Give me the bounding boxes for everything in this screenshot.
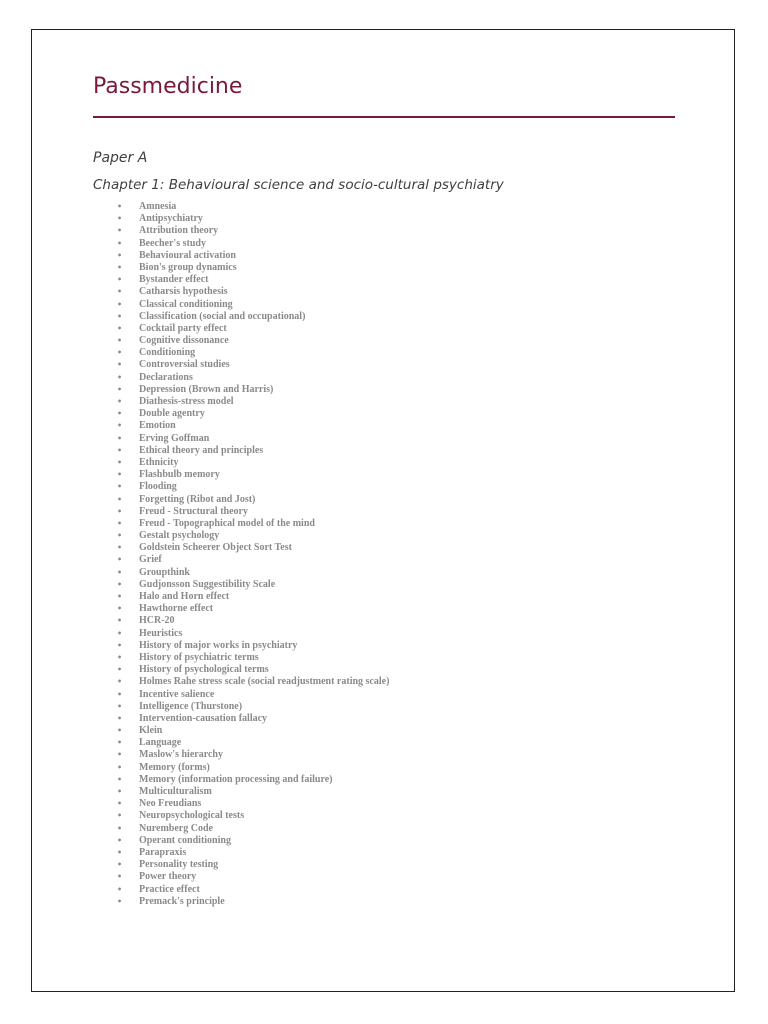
list-item: [32, 591, 389, 603]
bullet-icon: •: [117, 799, 123, 809]
list-item: [32, 238, 389, 250]
list-item-label: Hawthorne effect: [139, 603, 214, 615]
chapter-heading: Chapter 1: Behavioural science and socio-cultural psychiatry: [93, 177, 504, 193]
list-item: [32, 884, 389, 896]
list-item: [32, 579, 389, 591]
list-item-label: Neuropsychological tests: [139, 810, 245, 822]
list-item: [32, 518, 389, 530]
list-item: [32, 445, 389, 457]
list-item-label: Diathesis-stress model: [139, 396, 234, 407]
list-item: [32, 323, 389, 335]
list-item: [32, 469, 389, 481]
bullet-icon: •: [117, 445, 123, 455]
list-item-label: Forgetting (Ribot and Jost): [139, 493, 256, 505]
paper-heading: Paper A: [93, 150, 148, 166]
list-item: [32, 481, 389, 493]
bullet-icon: •: [117, 823, 123, 833]
list-item-label: Goldstein Scheerer Object Sort Test: [139, 542, 292, 554]
list-item-label: Operant conditioning: [139, 834, 231, 846]
list-item: [32, 896, 389, 908]
bullet-icon: •: [117, 299, 123, 309]
list-item: [32, 835, 389, 847]
list-item: [32, 664, 389, 676]
list-item: [32, 871, 389, 883]
bullet-icon: •: [117, 701, 123, 711]
list-item-label: Behavioural activation: [139, 249, 236, 261]
title-divider: [93, 116, 675, 118]
list-item-label: Heuristics: [139, 627, 183, 639]
list-item: [32, 506, 389, 518]
list-item-label: Depression (Brown and Harris): [139, 383, 274, 395]
bullet-icon: •: [117, 652, 123, 662]
bullet-icon: •: [117, 518, 123, 528]
list-item-label: Groupthink: [139, 566, 190, 578]
bullet-icon: •: [117, 262, 123, 272]
list-item: [32, 457, 389, 469]
bullet-icon: •: [117, 628, 123, 638]
list-item: [32, 798, 389, 810]
list-item: [32, 542, 389, 554]
bullet-icon: •: [117, 604, 123, 614]
list-item: [32, 810, 389, 822]
list-item: [32, 847, 389, 859]
list-item-label: Cognitive dissonance: [139, 335, 229, 347]
list-item: [32, 762, 389, 774]
list-item-label: Language: [139, 737, 182, 749]
list-item-label: Intervention-causation fallacy: [139, 712, 268, 724]
bullet-icon: •: [117, 494, 123, 504]
bullet-icon: •: [117, 384, 123, 394]
list-item: [32, 628, 389, 640]
bullet-icon: •: [117, 750, 123, 760]
list-item-label: Classification (social and occupational): [139, 310, 306, 322]
list-item: [32, 299, 389, 311]
bullet-icon: •: [117, 531, 123, 541]
list-item: [32, 603, 389, 615]
list-item: [32, 786, 389, 798]
bullet-icon: •: [117, 482, 123, 492]
topic-list: [32, 201, 389, 908]
list-item-label: History of psychological terms: [139, 664, 269, 676]
list-item-label: Memory (information processing and failure): [139, 773, 333, 785]
list-item: [32, 494, 389, 506]
list-item-label: Erving Goffman: [139, 432, 210, 444]
bullet-icon: •: [117, 250, 123, 260]
list-item-label: HCR-20: [139, 615, 175, 627]
list-item: [32, 689, 389, 701]
bullet-icon: •: [117, 336, 123, 346]
list-item-label: Gudjonsson Suggestibility Scale: [139, 578, 276, 590]
list-item: [32, 737, 389, 749]
document-page: [31, 29, 735, 992]
list-item-label: Freud - Structural theory: [139, 505, 248, 517]
list-item-label: Multiculturalism: [139, 786, 212, 797]
bullet-icon: •: [117, 506, 123, 516]
bullet-icon: •: [117, 860, 123, 870]
bullet-icon: •: [117, 677, 123, 687]
bullet-icon: •: [117, 762, 123, 772]
list-item: [32, 262, 389, 274]
bullet-icon: •: [117, 884, 123, 894]
bullet-icon: •: [117, 835, 123, 845]
list-item-label: Practice effect: [139, 883, 200, 895]
bullet-icon: •: [117, 543, 123, 553]
list-item-label: Neo Freudians: [139, 798, 202, 810]
list-item-label: Personality testing: [139, 859, 219, 871]
list-item: [32, 713, 389, 725]
bullet-icon: •: [117, 421, 123, 431]
list-item: [32, 774, 389, 786]
list-item-label: History of major works in psychiatry: [139, 639, 298, 651]
list-item: [32, 396, 389, 408]
list-item: [32, 676, 389, 688]
list-item: [32, 311, 389, 323]
list-item-label: Ethical theory and principles: [139, 444, 264, 456]
list-item: [32, 201, 389, 213]
list-item-label: Flashbulb memory: [139, 469, 220, 481]
list-item-label: Holmes Rahe stress scale (social readjustment rating scale): [139, 676, 390, 688]
list-item-label: Amnesia: [139, 201, 177, 212]
bullet-icon: •: [117, 713, 123, 723]
bullet-icon: •: [117, 470, 123, 480]
list-item-label: Power theory: [139, 871, 197, 883]
list-item: [32, 408, 389, 420]
list-item-label: Intelligence (Thurstone): [139, 700, 243, 712]
list-item: [32, 213, 389, 225]
bullet-icon: •: [117, 214, 123, 224]
bullet-icon: •: [117, 372, 123, 382]
list-item-label: Cocktail party effect: [139, 322, 227, 334]
bullet-icon: •: [117, 348, 123, 358]
bullet-icon: •: [117, 409, 123, 419]
bullet-icon: •: [117, 592, 123, 601]
bullet-icon: •: [117, 238, 123, 248]
list-item: [32, 225, 389, 237]
bullet-icon: •: [117, 811, 123, 821]
bullet-icon: •: [117, 726, 123, 736]
list-item: [32, 530, 389, 542]
list-item-label: Emotion: [139, 420, 176, 432]
list-item: [32, 615, 389, 627]
list-item-label: Controversial studies: [139, 359, 230, 371]
list-item-label: Freud - Topographical model of the mind: [139, 517, 315, 529]
list-item-label: Memory (forms): [139, 761, 210, 773]
list-item: [32, 725, 389, 737]
list-item: [32, 250, 389, 262]
bullet-icon: •: [117, 847, 123, 857]
list-item: [32, 652, 389, 664]
list-item: [32, 701, 389, 713]
list-item: [32, 359, 389, 371]
list-item: [32, 384, 389, 396]
bullet-icon: •: [117, 226, 123, 236]
bullet-icon: •: [117, 665, 123, 675]
bullet-icon: •: [117, 616, 123, 626]
bullet-icon: •: [117, 311, 123, 321]
list-item-label: Catharsis hypothesis: [139, 286, 228, 298]
bullet-icon: •: [117, 202, 123, 211]
list-item-label: Halo and Horn effect: [139, 591, 230, 602]
list-item-label: Conditioning: [139, 347, 196, 359]
bullet-icon: •: [117, 555, 123, 565]
list-item: [32, 567, 389, 579]
list-item-label: Incentive salience: [139, 688, 215, 700]
bullet-icon: •: [117, 738, 123, 748]
list-item-label: Attribution theory: [139, 225, 219, 237]
list-item: [32, 420, 389, 432]
list-item: [32, 554, 389, 566]
list-item-label: Parapraxis: [139, 846, 187, 858]
list-item-label: History of psychiatric terms: [139, 651, 259, 663]
bullet-icon: •: [117, 579, 123, 589]
bullet-icon: •: [117, 640, 123, 650]
list-item-label: Classical conditioning: [139, 298, 233, 310]
bullet-icon: •: [117, 397, 123, 406]
list-item-label: Antipsychiatry: [139, 213, 203, 225]
list-item-label: Premack's principle: [139, 895, 225, 907]
list-item: [32, 274, 389, 286]
list-item: [32, 859, 389, 871]
list-item-label: Gestalt psychology: [139, 530, 220, 542]
bullet-icon: •: [117, 275, 123, 285]
bullet-icon: •: [117, 774, 123, 784]
list-item: [32, 372, 389, 384]
bullet-icon: •: [117, 323, 123, 333]
list-item: [32, 749, 389, 761]
bullet-icon: •: [117, 360, 123, 370]
bullet-icon: •: [117, 457, 123, 467]
bullet-icon: •: [117, 567, 123, 577]
list-item: [32, 433, 389, 445]
list-item: [32, 823, 389, 835]
list-item-label: Bion's group dynamics: [139, 261, 237, 273]
bullet-icon: •: [117, 287, 123, 297]
list-item-label: Flooding: [139, 481, 177, 493]
list-item-label: Klein: [139, 725, 163, 737]
list-item-label: Nuremberg Code: [139, 822, 213, 834]
bullet-icon: •: [117, 896, 123, 906]
list-item-label: Ethnicity: [139, 456, 179, 468]
list-item: [32, 347, 389, 359]
list-item-label: Beecher's study: [139, 237, 206, 249]
bullet-icon: •: [117, 872, 123, 882]
list-item-label: Bystander effect: [139, 274, 209, 286]
list-item-label: Double agentry: [139, 408, 205, 420]
list-item: [32, 640, 389, 652]
list-item: [32, 335, 389, 347]
list-item-label: Declarations: [139, 371, 193, 383]
bullet-icon: •: [117, 787, 123, 796]
document-title: Passmedicine: [93, 74, 243, 99]
bullet-icon: •: [117, 433, 123, 443]
list-item-label: Maslow's hierarchy: [139, 749, 223, 761]
bullet-icon: •: [117, 689, 123, 699]
list-item: [32, 286, 389, 298]
list-item-label: Grief: [139, 554, 162, 566]
